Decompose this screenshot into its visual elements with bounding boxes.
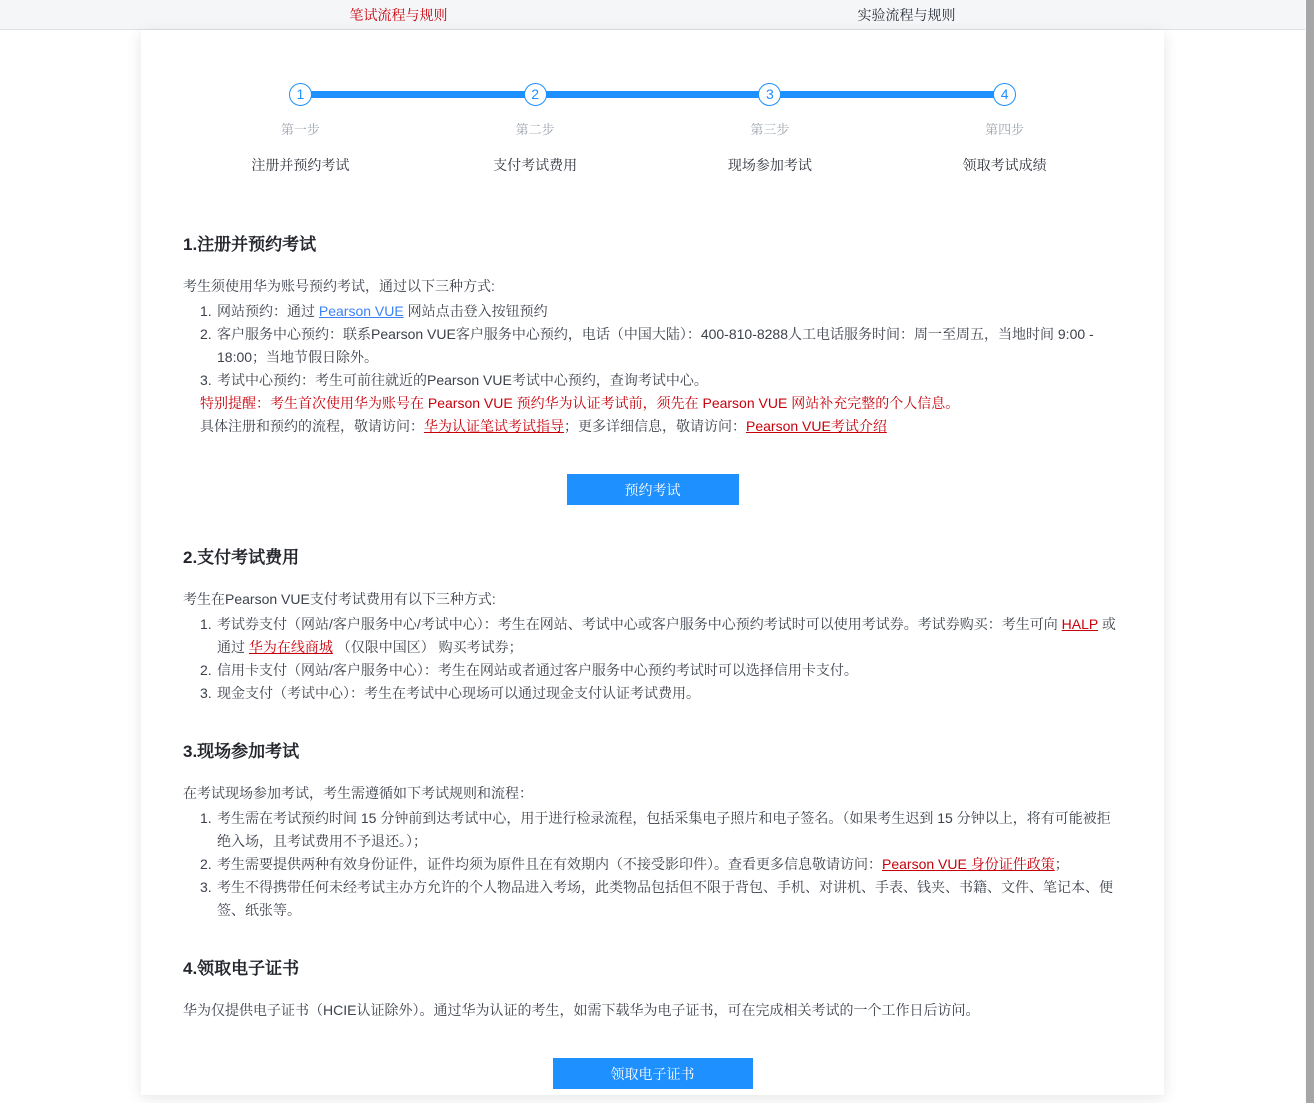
step-label-2: 第二步: [515, 122, 555, 137]
item-number: 2.: [200, 662, 212, 678]
item-text: 客户服务中心预约：联系Pearson VUE客户服务中心预约，电话（中国大陆）：400-810-8288人工电话服务时间：周一至周五，当地时间 9:00 - 18:00；当地节假日除外。: [217, 326, 1094, 365]
list-item: [200, 323, 1122, 369]
scrollbar-thumb[interactable]: [1306, 0, 1314, 1103]
exam-process-stepper: [183, 30, 1122, 175]
item-text: 网站预约：通过: [217, 303, 319, 319]
step-label-4: 第四步: [985, 122, 1025, 137]
guide-text: 具体注册和预约的流程，敬请访问：: [200, 418, 424, 434]
item-text: （仅限中国区） 购买考试券；: [332, 639, 523, 655]
item-text: 考生需在考试预约时间 15 分钟前到达考试中心，用于进行检录流程，包括采集电子照片和电子签名。（如果考生迟到 15 分钟以上，将有可能被拒绝入场，且考试费用不予退还。）；: [217, 810, 1111, 849]
item-text: 考生不得携带任何未经考试主办方允许的个人物品进入考场，此类物品包括但不限于背包、手机、对讲机、手表、钱夹、书籍、文件、笔记本、便签、纸张等。: [217, 879, 1113, 918]
list-item: [200, 300, 1122, 323]
pearson-vue-intro-link[interactable]: Pearson VUE考试介绍: [746, 418, 887, 434]
section-4-heading: 4.领取电子证书: [183, 959, 300, 978]
step-name-3: 现场参加考试: [727, 157, 812, 173]
list-item: [200, 682, 1122, 705]
tab-written-exam-rules[interactable]: 笔试流程与规则: [349, 6, 448, 23]
section-2-heading: 2.支付考试费用: [183, 548, 300, 567]
huawei-online-store-link[interactable]: 华为在线商城: [248, 639, 333, 655]
written-exam-guide-link[interactable]: 华为认证笔试考试指导: [424, 418, 564, 434]
item-number: 3.: [200, 685, 212, 701]
section-3-intro: 在考试现场参加考试，考生需遵循如下考试规则和流程：: [183, 785, 533, 801]
step-circle-3: 3: [758, 83, 781, 106]
item-number: 1.: [200, 810, 212, 826]
list-item: [200, 659, 1122, 682]
section-1-heading: 1.注册并预约考试: [183, 235, 317, 254]
item-number: 2.: [200, 856, 212, 872]
item-number: 3.: [200, 372, 212, 388]
tab-lab-exam-rules[interactable]: 实验流程与规则: [857, 6, 956, 23]
step-label-1: 第一步: [280, 122, 320, 137]
top-tab-bar: [0, 0, 1305, 30]
item-text: 考生需要提供两种有效身份证件，证件均须为原件且在有效期内（不接受影印件）。查看更多信息敬请访问：: [217, 856, 882, 872]
content-card: [141, 30, 1164, 1095]
step-label-3: 第三步: [750, 122, 790, 137]
list-item: [200, 613, 1122, 659]
item-number: 1.: [200, 303, 212, 319]
special-reminder-text: 特别提醒：考生首次使用华为账号在 Pearson VUE 预约华为认证考试前，须先在 Pearson VUE 网站补充完整的个人信息。: [200, 395, 960, 411]
list-item: [200, 369, 1122, 392]
item-text: ；: [1054, 856, 1069, 872]
list-item: [200, 853, 1122, 876]
book-exam-button[interactable]: 预约考试: [567, 474, 739, 505]
list-item: [200, 807, 1122, 853]
step-name-4: 领取考试成绩: [962, 157, 1047, 173]
step-name-2: 支付考试费用: [493, 157, 578, 173]
section-3-heading: 3.现场参加考试: [183, 742, 300, 761]
item-number: 1.: [200, 616, 212, 632]
pearson-vue-link[interactable]: Pearson VUE: [318, 303, 404, 319]
registration-guide-line: [200, 415, 1122, 438]
step-name-1: 注册并预约考试: [251, 157, 350, 173]
section-2-intro: 考生在Pearson VUE支付考试费用有以下三种方式:: [183, 591, 496, 607]
section-2-list: [200, 613, 1122, 705]
section-1-list: [200, 300, 1122, 392]
id-policy-link[interactable]: Pearson VUE 身份证件政策: [882, 856, 1055, 872]
step-circle-2: 2: [524, 83, 547, 106]
get-ecertificate-button[interactable]: 领取电子证书: [553, 1058, 753, 1089]
step-circle-1: 1: [289, 83, 312, 106]
item-text: 或通过: [217, 616, 1116, 655]
section-3-list: [200, 807, 1122, 922]
item-text: 考试中心预约：考生可前往就近的Pearson VUE考试中心预约，查询考试中心。: [217, 372, 708, 388]
list-item: [200, 876, 1122, 922]
item-text: 信用卡支付（网站/客户服务中心）：考生在网站或者通过客户服务中心预约考试时可以选择信用卡支付。: [217, 662, 858, 678]
scrollbar-track[interactable]: [1305, 0, 1314, 1103]
item-text: 网站点击登入按钮预约: [403, 303, 548, 319]
guide-text: ；更多详细信息，敬请访问：: [564, 418, 746, 434]
halp-link[interactable]: HALP: [1061, 616, 1098, 632]
item-number: 3.: [200, 879, 212, 895]
item-text: 现金支付（考试中心）：考生在考试中心现场可以通过现金支付认证考试费用。: [217, 685, 700, 701]
step-circle-4: 4: [993, 83, 1016, 106]
item-text: 考试券支付（网站/客户服务中心/考试中心）：考生在网站、考试中心或客户服务中心预约考试时可以使用考试券。考试券购买：考生可向: [217, 616, 1062, 632]
item-number: 2.: [200, 326, 212, 342]
section-1-intro: 考生须使用华为账号预约考试，通过以下三种方式:: [183, 278, 495, 294]
section-4-intro: 华为仅提供电子证书（HCIE认证除外）。通过华为认证的考生，如需下载华为电子证书，可在完成相关考试的一个工作日后访问。: [183, 1002, 980, 1018]
